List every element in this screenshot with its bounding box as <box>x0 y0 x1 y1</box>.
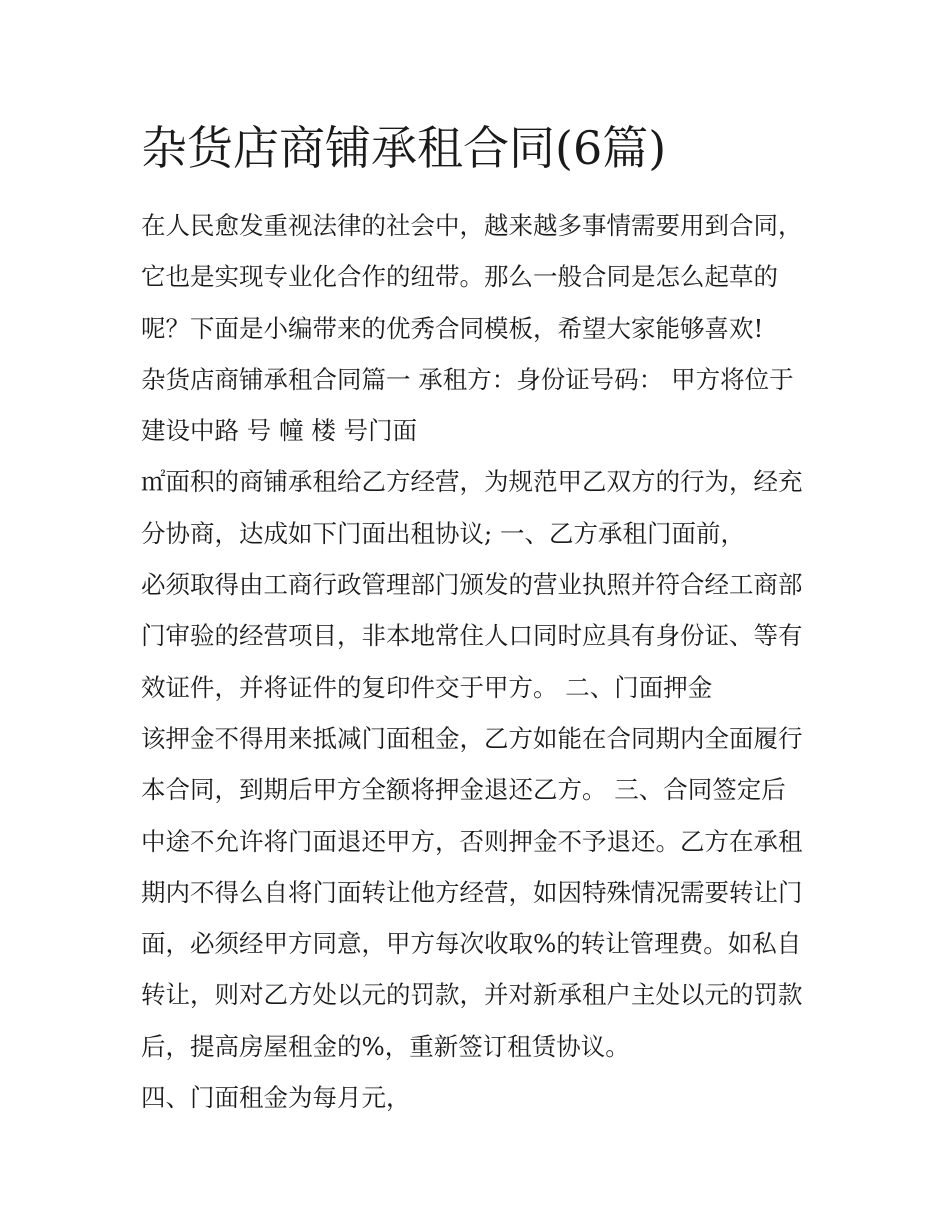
document-body <box>141 200 831 1123</box>
body-line: 分协商，达成如下门面出租协议; 一、乙方承租门面前， <box>141 518 746 548</box>
body-line: 后，提高房屋租金的%，重新签订租赁协议。 <box>141 1031 630 1061</box>
document-title: 杂货店商铺承租合同(6篇) <box>141 121 667 175</box>
body-line: 建设中路 号 幢 楼 号门面 <box>141 416 418 446</box>
body-line: ㎡面积的商铺承租给乙方经营，为规范甲乙双方的行为，经充 <box>141 467 803 497</box>
body-line: 本合同，到期后甲方全额将押金退还乙方。 三、合同签定后 <box>141 775 786 805</box>
body-line: 该押金不得用来抵减门面租金，乙方如能在合同期内全面履行 <box>141 723 803 753</box>
body-line: 呢？下面是小编带来的优秀合同模板，希望大家能够喜欢! <box>141 313 764 343</box>
body-line: 必须取得由工商行政管理部门颁发的营业执照并符合经工商部 <box>141 570 803 600</box>
body-line: 它也是实现专业化合作的纽带。那么一般合同是怎么起草的 <box>141 262 778 292</box>
body-line: 在人民愈发重视法律的社会中，越来越多事情需要用到合同， <box>141 211 803 240</box>
body-line: 四、门面租金为每月元， <box>141 1083 411 1113</box>
body-line: 杂货店商铺承租合同篇一 承租方：身份证号码： 甲方将位于 <box>141 364 794 394</box>
body-line: 期内不得么自将门面转让他方经营，如因特殊情况需要转让门 <box>141 877 803 907</box>
body-line: 门审验的经营项目，非本地常住人口同时应具有身份证、等有 <box>141 621 803 651</box>
body-line: 效证件，并将证件的复印件交于甲方。 二、门面押金 <box>141 672 713 702</box>
body-line: 转让，则对乙方处以元的罚款，并对新承租户主处以元的罚款 <box>141 980 803 1010</box>
body-line: 中途不允许将门面退还甲方，否则押金不予退还。乙方在承租 <box>141 826 803 856</box>
body-line: 面，必须经甲方同意，甲方每次收取%的转让管理费。如私自 <box>141 929 802 959</box>
